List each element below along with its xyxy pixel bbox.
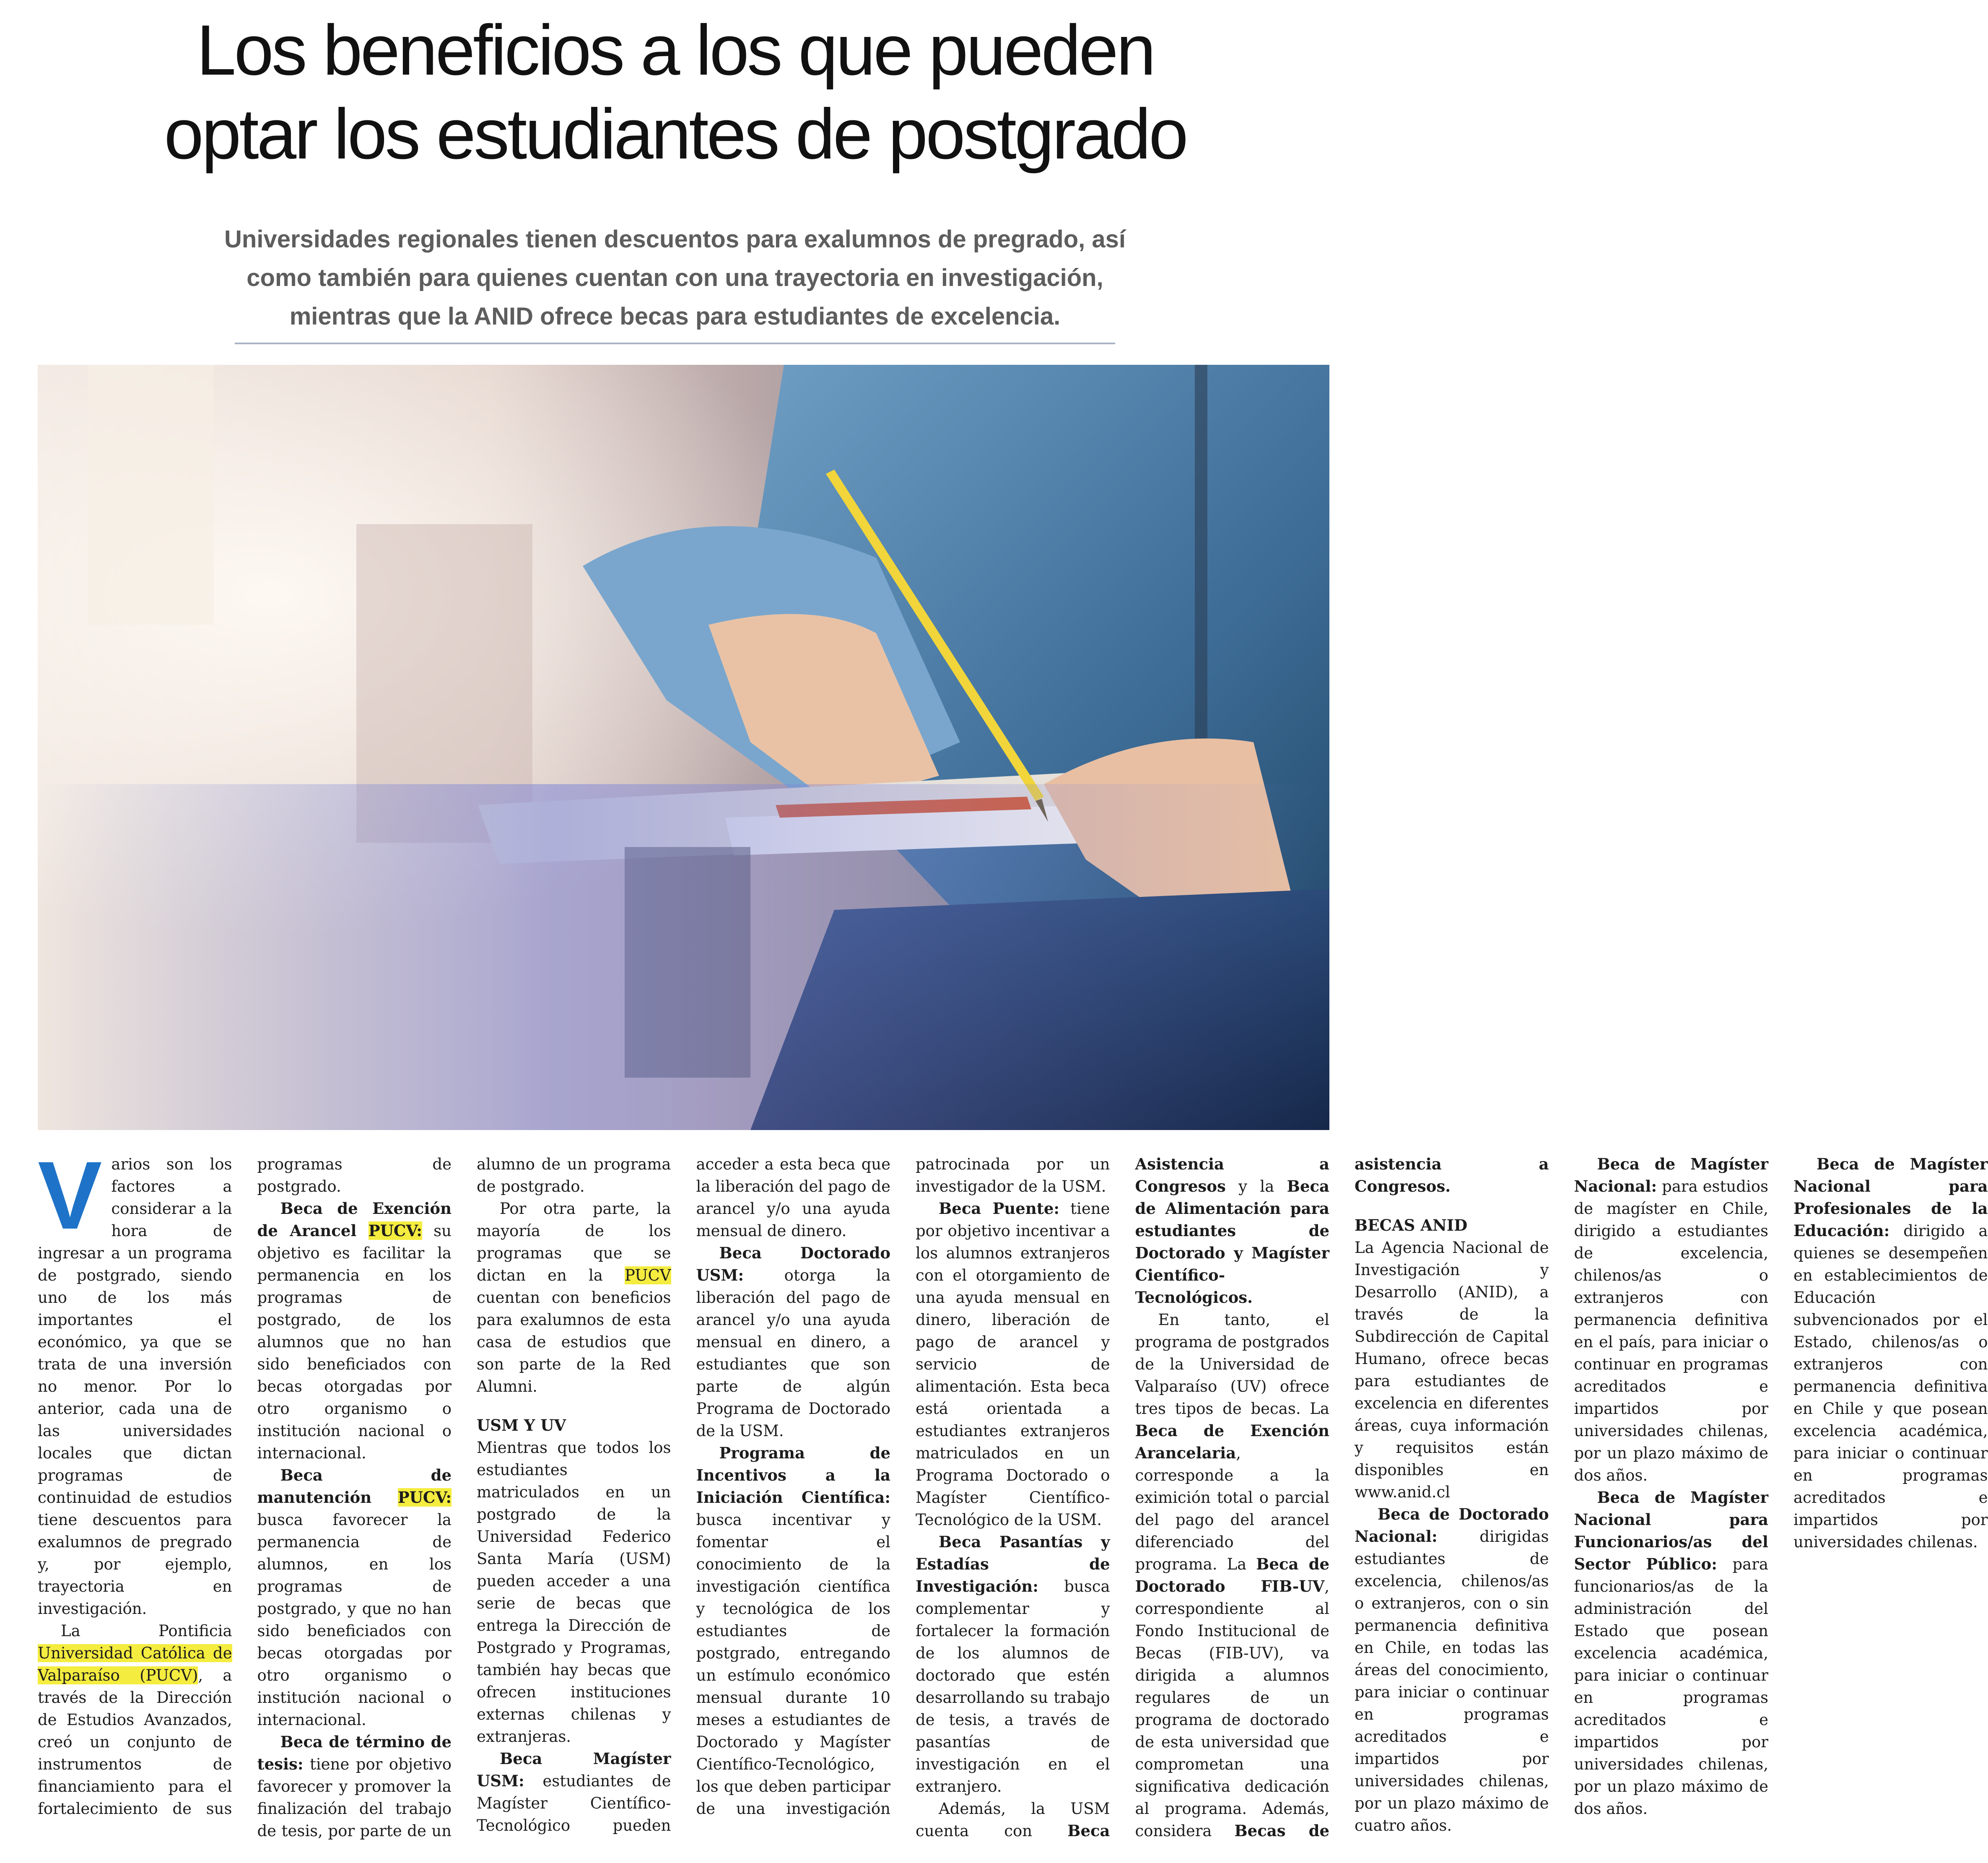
highlighted-text: PUCV: — [368, 1221, 422, 1240]
article-paragraph: Por otra parte, la mayoría de los programas que se dictan en la PUCV cuentan con beneficios para exalumnos de esta casa de estudios que son parte de la Red Alumni. — [477, 1200, 671, 1395]
article-paragraph: Beca de Magíster Nacional: para estudios de magíster en Chile, dirigido a estudiantes de excelencia, chilenos/as o extranjeros con permanencia definitiva en el país, para iniciar o continuar en programas acreditados e impartidos por universidades chilenas, por un plazo máximo de dos años. — [1574, 1155, 1768, 1484]
headline-line-1: Los beneficios a los que pueden — [196, 10, 1154, 90]
headline-line-2: optar los estudiantes de postgrado — [164, 94, 1186, 174]
article-paragraph: Además, la USM cuenta con Beca Asistencia a Congresos y la Beca de Alimentación para estudiantes de Doctorado y Magíster Científico-Tecnológicos. — [916, 1155, 1329, 1840]
article-paragraph: Beca Doctorado USM: otorga la liberación del pago de arancel y/o una ayuda mensual en dinero, a estudiantes que son parte de algún Programa de Doctorado de la USM. — [696, 1244, 890, 1440]
article-paragraph: Beca Pasantías y Estadías de Investigación: busca complementar y fortalecer la formación de los alumnos de doctorado que estén desarrollando su trabajo de tesis, a través de pasantías de investigación en el extranjero. — [916, 1533, 1110, 1795]
article-paragraph: Mientras que todos los estudiantes matriculados en un postgrado de la Universidad Federico Santa María (USM) pueden acceder a una serie de becas que entrega la Dirección de Postgrado y Programas, también hay becas que ofrecen instituciones externas chilenas y extranjeras. — [477, 1439, 671, 1746]
article-paragraph: Beca de manutención PUCV: busca favorecer la permanencia de alumnos, en los programas de postgrado, y que no han sido beneficiados con becas otorgadas por otro organismo o institución nacional o internacional. — [257, 1466, 452, 1729]
subheadline-divider — [235, 343, 1115, 344]
student-writing-exam-illustration — [38, 365, 1329, 1130]
article-paragraph: La Pontificia Universidad Católica de Valparaíso (PUCV), a través de la Dirección de Estudios Avanzados, creó un conjunto de instrumentos de financiamiento para el fortalecimiento de sus programas de postgrado. — [38, 1155, 452, 1818]
article-paragraph: Beca de Magíster Nacional para Profesionales de la Educación: dirigido a quienes se desempeñen en establecimientos de Educación subvencionados por el Estado, chilenos/as o extranjeros con permanencia definitiva en Chile y que posean excelencia académica, para iniciar o continuar en programas acreditados e impartidos por universidades chilenas. — [1793, 1155, 1988, 1551]
highlighted-text: PUCV: — [397, 1488, 452, 1507]
subheadline-line-2: como también para quienes cuentan con una trayectoria en investigación, — [247, 264, 1103, 291]
article-paragraph: La Agencia Nacional de Investigación y Desarrollo (ANID), a través de la Subdirección de Capital Humano, ofrece becas para estudiantes de excelencia en diferentes áreas, cuya información y requisitos están disponibles en www.anid.cl — [1355, 1239, 1549, 1501]
article-paragraph: Beca de Doctorado Nacional: dirigidas estudiantes de excelencia, chilenos/as o extranjeros, con o sin permanencia definitiva en Chile, en todas las áreas del conocimiento, para iniciar o continuar en programas acreditados e impartidos por universidades chilenas, por un plazo máximo de cuatro años. — [1355, 1505, 1549, 1834]
article-paragraph: Beca de Exención de Arancel PUCV: su objetivo es facilitar la permanencia en los programas de postgrado, de los alumnos que no han sido beneficiados con becas otorgadas por otro organismo o institución nacional o internacional. — [257, 1199, 452, 1462]
section-heading-becas-anid: BECAS ANID — [1355, 1216, 1468, 1234]
subheadline — [218, 220, 1132, 336]
article-body — [38, 1141, 1988, 1858]
article-paragraph: Programa de Incentivos a la Iniciación Científica: busca incentivar y fomentar el conocimiento de la investigación científica y tecnológica de los estudiantes de postgrado, entregando un estímulo económico mensual durante 10 meses a estudiantes de Doctorado y Magíster Científico-Tecnológico, los que deben participar de una investigación patrocinada por un investigador de la USM. — [696, 1155, 1110, 1818]
article-paragraph: Beca Magíster USM: estudiantes de Magíster Científico-Tecnológico pueden acceder a esta beca que la liberación del pago de arancel y/o una ayuda mensual de dinero. — [477, 1155, 890, 1834]
highlighted-text: Universidad Católica de Valparaíso (PUCV) — [38, 1644, 232, 1684]
highlighted-text: PUCV — [625, 1266, 671, 1284]
headline — [50, 8, 1300, 176]
article-paragraph: Varios son los factores a considerar a la hora de ingresar a un programa de postgrado, siendo uno de los más importantes el económico, ya que se trata de una inversión no menor. Por lo anterior, cada una de las universidades locales que dictan programas de continuidad de estudios tiene descuentos para exalumnos de pregrado y, por ejemplo, trayectoria en investigación. — [38, 1141, 232, 1618]
subheadline-line-3: mientras que la ANID ofrece becas para estudiantes de excelencia. — [289, 303, 1061, 330]
article-paragraph: En tanto, el programa de postgrados de la Universidad de Valparaíso (UV) ofrece tres tipos de becas. La Beca de Exención Arancelaria, corresponde a la eximición total o parcial del pago del arancel diferenciado del programa. La Beca de Doctorado FIB-UV, correspondiente al Fondo Institucional de Becas (FIB-UV), va dirigida a alumnos regulares de un programa de doctorado de esta universidad que comprometan una significativa dedicación al programa. Además, considera Becas de asistencia a Congresos. — [1135, 1155, 1549, 1840]
article-paragraph: Beca de Magíster Nacional para Funcionarios/as del Sector Público: para funcionarios/as de la administración del Estado que posean excelencia académica, para iniciar o continuar en programas acreditados e impartidos por universidades chilenas, por un plazo máximo de dos años. — [1574, 1488, 1768, 1818]
section-heading-usm-uv: USM Y UV — [477, 1416, 566, 1434]
article-paragraph: Beca de término de tesis: tiene por objetivo favorecer y promover la finalización del trabajo de tesis, por parte de un alumno de un programa de postgrado. — [257, 1155, 671, 1840]
article-paragraph: Beca Puente: tiene por objetivo incentivar a los alumnos extranjeros con el otorgamiento de una ayuda mensual en dinero, liberación de pago de arancel y servicio de alimentación. Esta beca está orientada a estudiantes extranjeros matriculados en un Programa Doctorado o Magíster Científico-Tecnológico de la USM. — [916, 1199, 1110, 1529]
subheadline-line-1: Universidades regionales tienen descuentos para exalumnos de pregrado, así — [224, 226, 1126, 253]
drop-cap: V — [38, 1141, 102, 1249]
article-photo — [38, 365, 1329, 1130]
